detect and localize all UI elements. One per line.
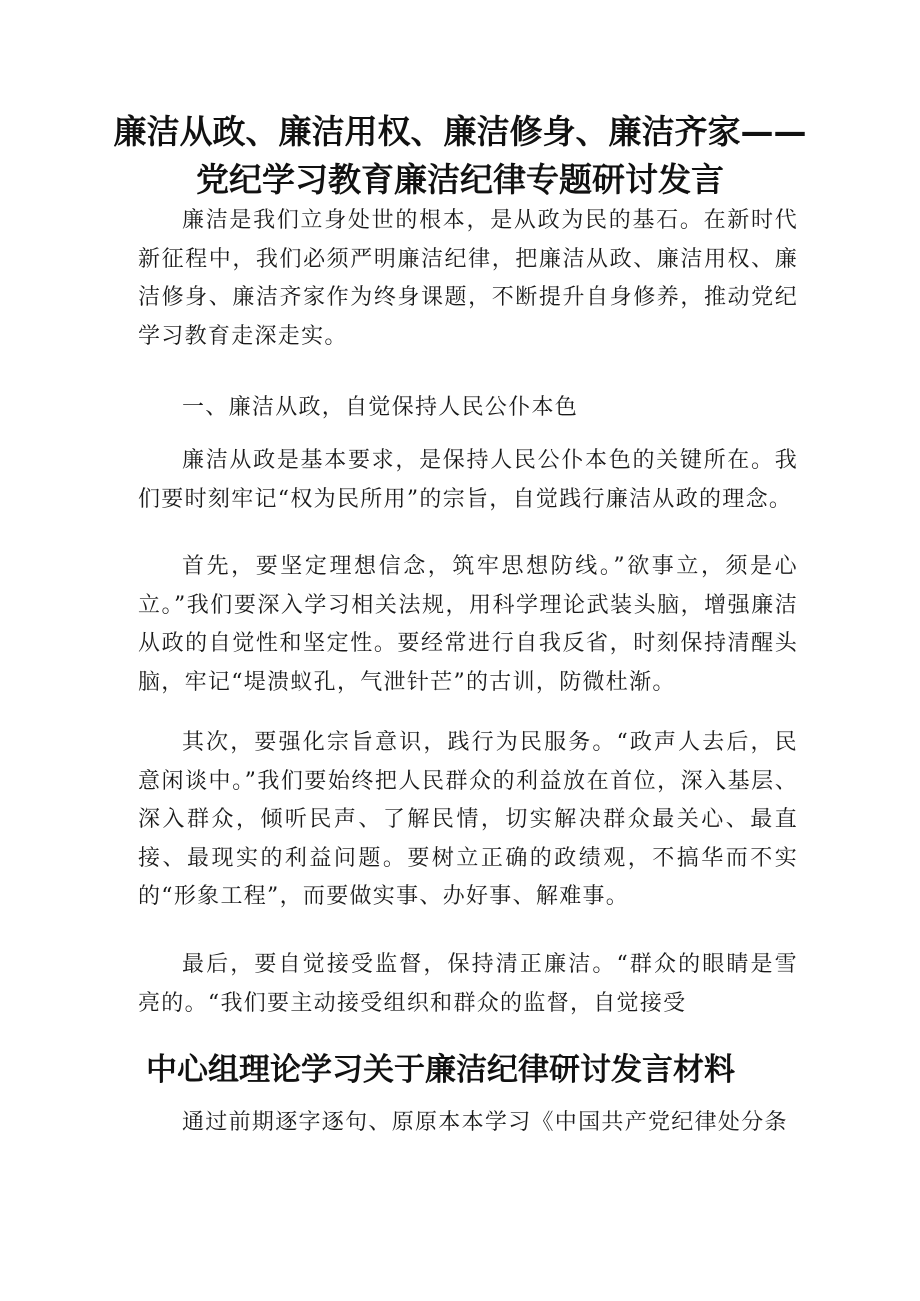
secondary-document-title: 中心组理论学习关于廉洁纪律研讨发言材料	[146, 1052, 735, 1088]
paragraph-last: 最后，要自觉接受监督，保持清正廉洁。“群众的眼睛是雪亮的。“我们要主动接受组织和群众的监督，自觉接受	[138, 952, 798, 1016]
document-title	[0, 108, 920, 204]
paragraph-first: 首先，要坚定理想信念，筑牢思想防线。”欲事立，须是心立。”我们要深入学习相关法规，用科学理论武装头脑，增强廉洁从政的自觉性和坚定性。要经常进行自我反省，时刻保持清醒头脑，牢记“堤溃蚁孔，气泄针芒”的古训，防微杜渐。	[138, 554, 798, 695]
paragraph-section-1: 廉洁从政是基本要求，是保持人民公仆本色的关键所在。我们要时刻牢记“权为民所用”的宗旨，自觉践行廉洁从政的理念。	[138, 448, 798, 512]
title-line-2: 党纪学习教育廉洁纪律专题研讨发言	[196, 160, 724, 199]
paragraph-second: 其次，要强化宗旨意识，践行为民服务。“政声人去后，民意闲谈中。”我们要始终把人民群众的利益放在首位，深入基层、深入群众，倾听民声、了解民情，切实解决群众最关心、最直接、最现实的利益问题。要树立正确的政绩观，不搞华而不实的“形象工程”，而要做实事、办好事、解难事。	[138, 730, 798, 909]
paragraph-intro: 廉洁是我们立身处世的根本，是从政为民的基石。在新时代新征程中，我们必须严明廉洁纪律，把廉洁从政、廉洁用权、廉洁修身、廉洁齐家作为终身课题，不断提升自身修养，推动党纪学习教育走深走实。	[138, 208, 798, 349]
section-heading-1: 一、廉洁从政，自觉保持人民公仆本色	[182, 395, 579, 420]
title-line-1: 廉洁从政、廉洁用权、廉洁修身、廉洁齐家——	[113, 112, 807, 151]
paragraph-after-heading: 通过前期逐字逐句、原原本本学习《中国共产党纪律处分条	[182, 1110, 788, 1135]
